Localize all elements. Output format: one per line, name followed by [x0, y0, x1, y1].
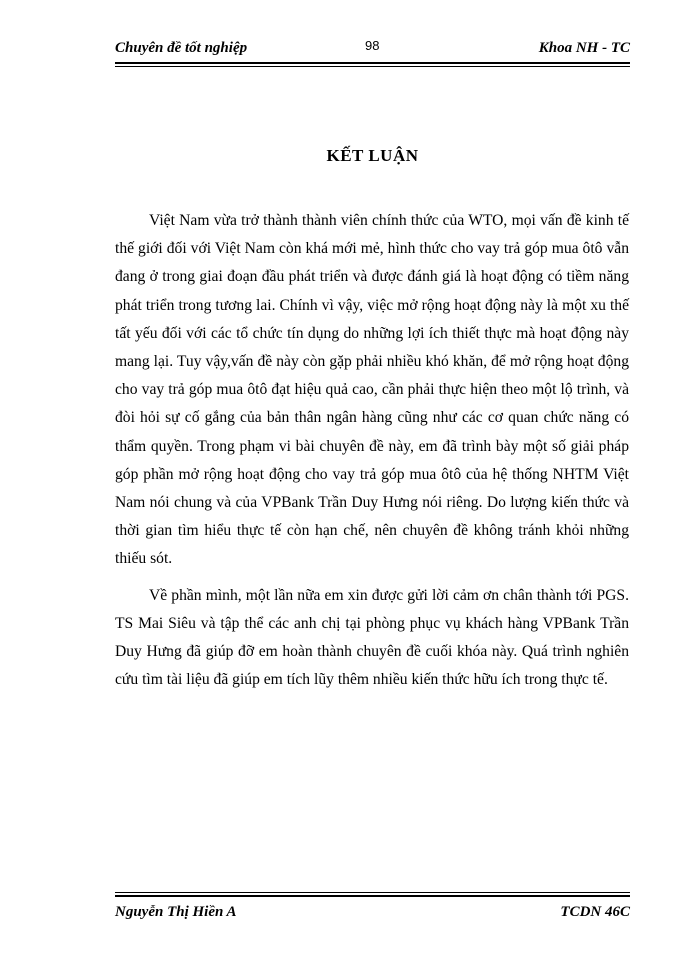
- header-divider: [115, 62, 630, 67]
- footer-class: TCDN 46C: [560, 904, 630, 920]
- page-header: [115, 38, 630, 64]
- page-footer: [115, 904, 630, 926]
- paragraph-conclusion: Việt Nam vừa trở thành thành viên chính thức của WTO, mọi vấn đề kinh tế thế giới đối với Việt Nam còn khá mới mẻ, hình thức cho vay trả góp mua ôtô vẫn đang ở trong giai đoạn đầu phát triển và được đánh giá là hoạt động có tiềm năng phát triển trong tương lai. Chính vì vậy, việc mở rộng hoạt động này là một xu thế tất yếu đối với các tổ chức tín dụng do những lợi ích thiết thực mà hoạt động này mang lại. Tuy vậy,vấn đề này còn gặp phải nhiều khó khăn, để mở rộng hoạt động cho vay trả góp mua ôtô đạt hiệu quả cao, cần phải thực hiện theo một lộ trình, và đòi hỏi sự cố gắng của bản thân ngân hàng cũng như các cơ quan chức năng có thẩm quyền. Trong phạm vi bài chuyên đề này, em đã trình bày một số giải pháp góp phần mở rộng hoạt động cho vay trả góp mua ôtô của hệ thống NHTM Việt Nam nói chung và của VPBank Trần Duy Hưng nói riêng. Do lượng kiến thức và thời gian tìm hiểu thực tế còn hạn chế, nên chuyên đề không tránh khỏi những thiếu sót.: [115, 212, 629, 568]
- page-number: 98: [365, 38, 380, 53]
- footer-divider: [115, 892, 630, 897]
- footer-author: Nguyễn Thị Hiền A: [115, 904, 237, 920]
- header-document-type: Chuyên đề tốt nghiệp: [115, 40, 248, 56]
- section-title: KẾT LUẬN: [326, 146, 419, 165]
- document-body: [115, 207, 629, 694]
- paragraph-acknowledgement: Về phần mình, một lần nữa em xin được gửi lời cảm ơn chân thành tới PGS. TS Mai Siêu và tập thể các anh chị tại phòng phục vụ khách hàng VPBank Trần Duy Hưng đã giúp đỡ em hoàn thành chuyên đề cuối khóa này. Quá trình nghiên cứu tìm tài liệu đã giúp em tích lũy thêm nhiều kiến thức hữu ích trong thực tế.: [115, 586, 629, 689]
- header-department: Khoa NH - TC: [538, 40, 630, 56]
